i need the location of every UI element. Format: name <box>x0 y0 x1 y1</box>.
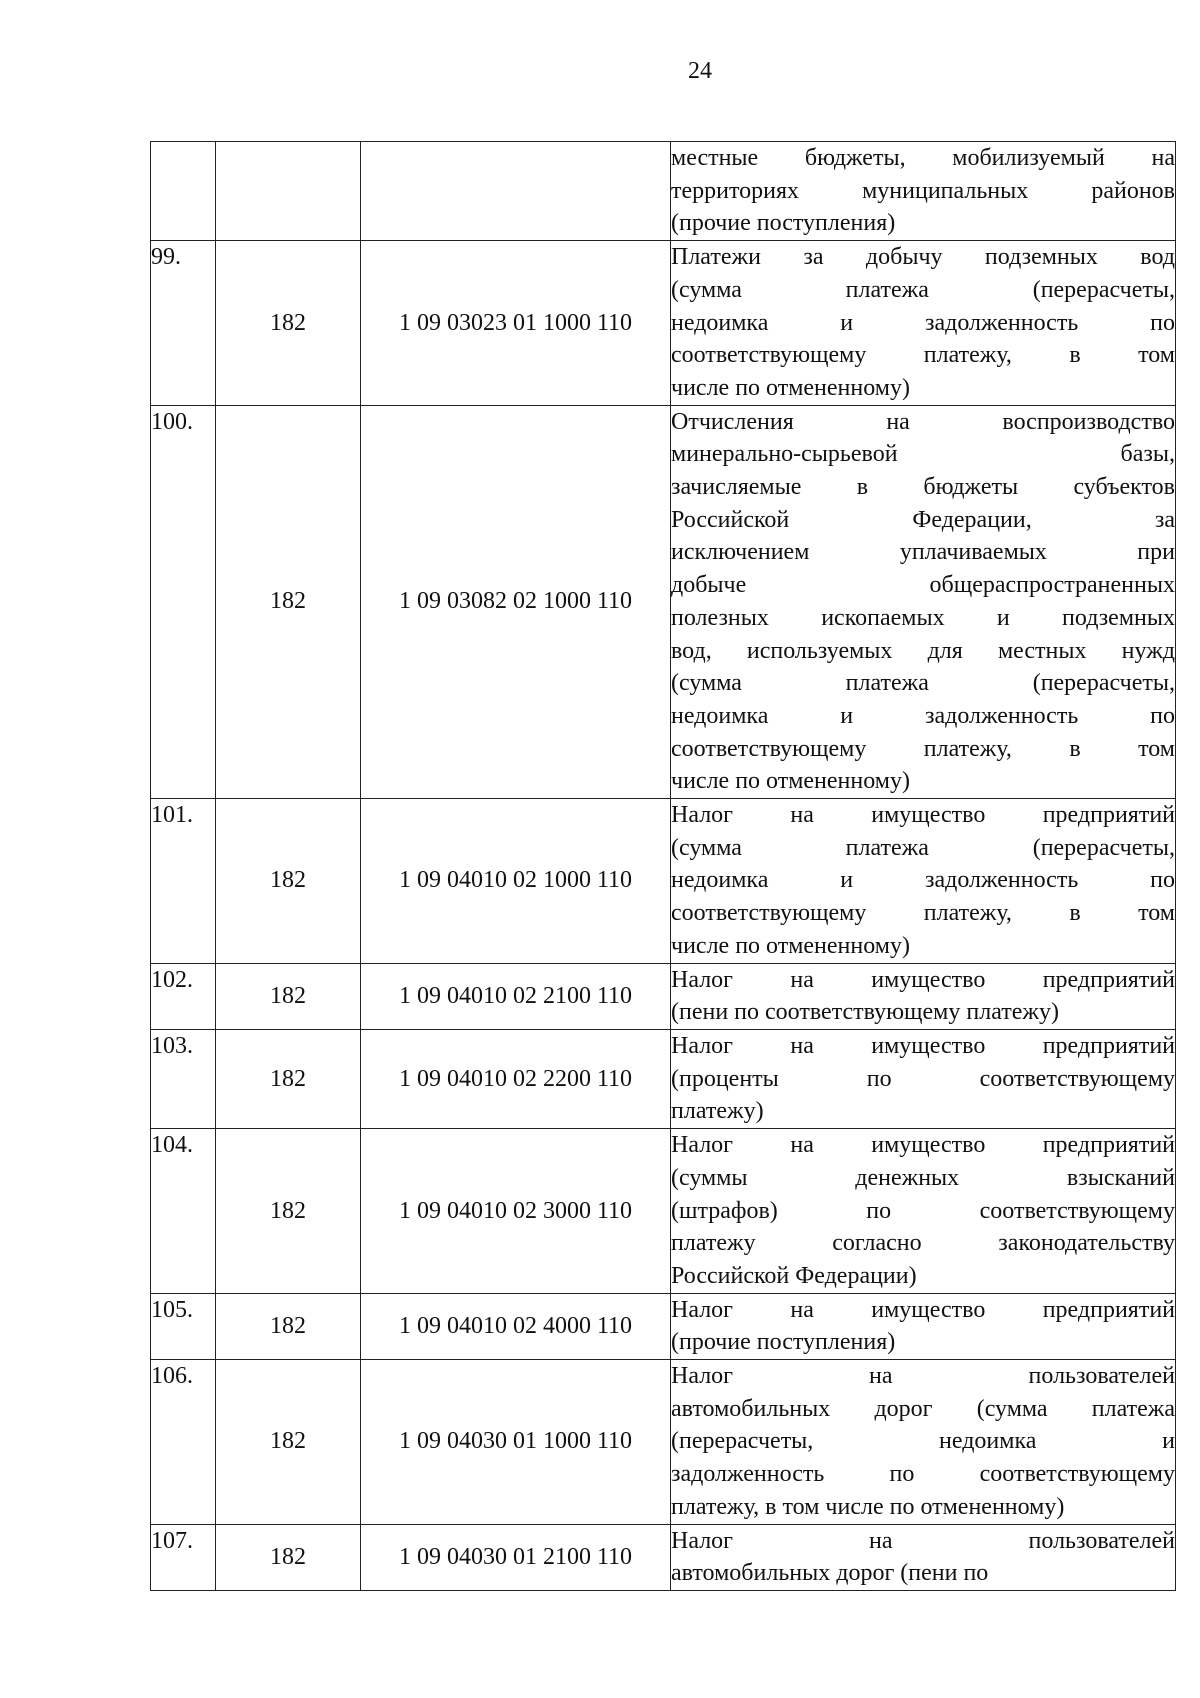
row-number: 107. <box>151 1524 216 1590</box>
budget-classification-code: 1 09 03082 02 1000 110 <box>361 405 671 798</box>
revenue-description <box>671 405 1176 798</box>
row-number: 106. <box>151 1360 216 1525</box>
table-row <box>151 1029 1176 1128</box>
revenue-description <box>671 1524 1176 1590</box>
description-line: Отчисления на воспроизводство <box>671 408 1175 435</box>
administrator-code: 182 <box>216 1524 361 1590</box>
administrator-code: 182 <box>216 1360 361 1525</box>
administrator-code: 182 <box>216 1293 361 1359</box>
row-number: 103. <box>151 1029 216 1128</box>
budget-classification-code: 1 09 04010 02 2200 110 <box>361 1029 671 1128</box>
description-line: (штрафов) по соответствующему <box>671 1197 1175 1224</box>
description-line: Налог на имущество предприятий <box>671 966 1175 993</box>
description-line: добыче общераспространенных <box>671 572 1175 599</box>
administrator-code: 182 <box>216 1029 361 1128</box>
table-row <box>151 1129 1176 1294</box>
description-line: соответствующему платежу, в том <box>671 900 1175 927</box>
description-line: Российской Федерации, за <box>671 506 1175 533</box>
administrator-code <box>216 142 361 241</box>
table-row <box>151 1293 1176 1359</box>
description-line: минерально-сырьевой базы, <box>671 441 1175 468</box>
description-line: (проценты по соответствующему <box>671 1065 1175 1092</box>
revenue-description <box>671 799 1176 964</box>
budget-classification-code: 1 09 04010 02 4000 110 <box>361 1293 671 1359</box>
description-line: недоимка и задолженность по <box>671 309 1175 336</box>
revenue-codes-table <box>150 141 1176 1591</box>
description-line: (пени по соответствующему платежу) <box>671 999 1059 1026</box>
description-line: автомобильных дорог (сумма платежа <box>671 1395 1175 1422</box>
description-line: (сумма платежа (перерасчеты, <box>671 834 1175 861</box>
description-line: задолженность по соответствующему <box>671 1461 1175 1488</box>
description-line: платежу) <box>671 1098 764 1125</box>
row-number: 101. <box>151 799 216 964</box>
budget-classification-code: 1 09 04030 01 2100 110 <box>361 1524 671 1590</box>
description-line: соответствующему платежу, в том <box>671 735 1175 762</box>
revenue-description <box>671 1029 1176 1128</box>
description-line: местные бюджеты, мобилизуемый на <box>671 145 1175 171</box>
description-line: недоимка и задолженность по <box>671 702 1175 729</box>
budget-classification-code: 1 09 04010 02 3000 110 <box>361 1129 671 1294</box>
table-row <box>151 241 1176 406</box>
description-line: соответствующему платежу, в том <box>671 342 1175 369</box>
administrator-code: 182 <box>216 241 361 406</box>
budget-classification-code: 1 09 04010 02 2100 110 <box>361 963 671 1029</box>
row-number: 104. <box>151 1129 216 1294</box>
table-row <box>151 405 1176 798</box>
administrator-code: 182 <box>216 963 361 1029</box>
description-line: исключением уплачиваемых при <box>671 539 1175 566</box>
page-number: 24 <box>688 58 712 84</box>
administrator-code: 182 <box>216 405 361 798</box>
row-number: 105. <box>151 1293 216 1359</box>
description-line: (сумма платежа (перерасчеты, <box>671 670 1175 697</box>
revenue-description <box>671 241 1176 406</box>
description-line: Российской Федерации) <box>671 1262 917 1289</box>
table-row <box>151 799 1176 964</box>
table-body <box>151 142 1176 1591</box>
row-number <box>151 142 216 241</box>
description-line: вод, используемых для местных нужд <box>671 637 1175 664</box>
description-line: Платежи за добычу подземных вод <box>671 244 1175 271</box>
administrator-code: 182 <box>216 799 361 964</box>
description-line: Налог на пользователей <box>671 1527 1175 1554</box>
revenue-description <box>671 1360 1176 1525</box>
description-line: Налог на пользователей <box>671 1363 1175 1390</box>
description-line: числе по отмененному) <box>671 374 910 401</box>
administrator-code: 182 <box>216 1129 361 1294</box>
description-line: (перерасчеты, недоимка и <box>671 1428 1175 1455</box>
budget-classification-code: 1 09 04010 02 1000 110 <box>361 799 671 964</box>
description-line: территориях муниципальных районов <box>671 177 1175 204</box>
table-row <box>151 1524 1176 1590</box>
row-number: 102. <box>151 963 216 1029</box>
table-row <box>151 963 1176 1029</box>
budget-classification-code <box>361 142 671 241</box>
description-line: (сумма платежа (перерасчеты, <box>671 276 1175 303</box>
description-line: полезных ископаемых и подземных <box>671 604 1175 631</box>
description-line: числе по отмененному) <box>671 768 910 795</box>
description-line: автомобильных дорог (пени по <box>671 1560 989 1587</box>
description-line: платежу, в том числе по отмененному) <box>671 1493 1065 1520</box>
revenue-description <box>671 1293 1176 1359</box>
budget-classification-code: 1 09 03023 01 1000 110 <box>361 241 671 406</box>
description-line: недоимка и задолженность по <box>671 867 1175 894</box>
revenue-description <box>671 1129 1176 1294</box>
description-line: числе по отмененному) <box>671 932 910 959</box>
description-line: Налог на имущество предприятий <box>671 1032 1175 1059</box>
revenue-description <box>671 142 1176 241</box>
description-line: Налог на имущество предприятий <box>671 802 1175 829</box>
description-line: (прочие поступления) <box>671 1329 896 1356</box>
row-number: 100. <box>151 405 216 798</box>
description-line: платежу согласно законодательству <box>671 1230 1175 1257</box>
table-row <box>151 142 1176 241</box>
revenue-description <box>671 963 1176 1029</box>
row-number: 99. <box>151 241 216 406</box>
table-row <box>151 1360 1176 1525</box>
description-line: Налог на имущество предприятий <box>671 1132 1175 1159</box>
description-line: Налог на имущество предприятий <box>671 1296 1175 1323</box>
description-line: (прочие поступления) <box>671 210 896 237</box>
budget-classification-code: 1 09 04030 01 1000 110 <box>361 1360 671 1525</box>
description-line: (суммы денежных взысканий <box>671 1164 1175 1191</box>
description-line: зачисляемые в бюджеты субъектов <box>671 474 1175 501</box>
